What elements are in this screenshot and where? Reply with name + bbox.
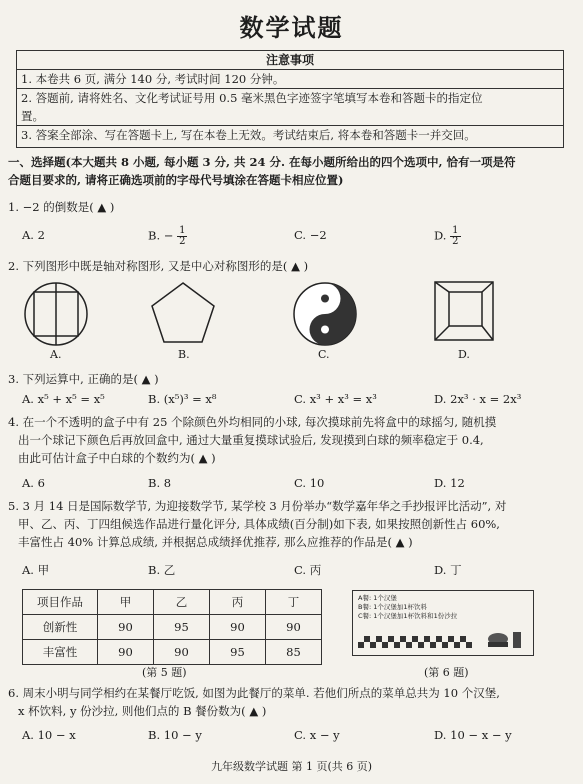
q3-option-c: C. x³ + x³ = x³ [294,392,377,406]
table-row [23,640,322,665]
table-cell: 90 [266,615,322,640]
table-cell: 85 [266,640,322,665]
q1-option-b [148,226,187,247]
q5-stem [8,497,574,551]
section-heading-line2: 合题目要求的, 请将正确选项前的字母代号填涂在答题卡相应位置) [8,173,344,187]
q6-caption: (第 6 题) [424,666,469,679]
table-header-row [23,590,322,615]
q5-score-table [22,589,322,665]
notice-heading: 注意事项 [265,53,314,67]
q2-label-a: A. [50,348,62,361]
q3-option-b: B. (x⁵)³ = x⁸ [148,392,217,406]
q5-option-d: D. 丁 [434,563,462,577]
menu-item-c: C餐: 1个汉堡加1杯饮料和1份沙拉 [358,612,458,620]
q5-line3: 丰富性占 40% 计算总成绩, 并根据总成绩择优推荐, 那么应推荐的作品是( ▲ ) [18,535,413,549]
q5-option-b: B. 乙 [148,563,176,577]
notice-item-2-cont: 置。 [21,109,44,123]
notice-box [16,50,564,148]
menu-checker-strip [358,630,528,652]
q4-stem [8,413,574,467]
q1-d-frac-den: 2 [452,236,459,247]
q1-option-a: A. 2 [22,228,45,242]
burger-icon [488,633,508,647]
q1-d-frac-num: 1 [452,225,459,236]
q6-menu-figure [352,590,534,656]
q4-option-b: B. 8 [148,476,172,490]
q2-stem: 2. 下列图形中既是轴对称图形, 又是中心对称图形的是( ▲ ) [8,259,309,273]
q4-line2: 出一个球记下颜色后再放回盒中, 通过大量重复摸球试验后, 发现摸到白球的频率稳定于 0.4, [18,433,484,447]
q6-option-d: D. 10 − x − y [434,728,512,742]
page-footer: 九年级数学试题 第 1 页(共 6 页) [210,760,373,773]
figure-a-circle-square [25,283,87,345]
menu-item-b: B餐: 1个汉堡加1杯饮料 [358,603,427,611]
table-cell: 丰富性 [23,640,98,665]
notice-item-2: 2. 答题前, 请将姓名、文化考试证号用 0.5 毫米黑色字迹签字笔填写本卷和答题卡的指定位 [17,88,563,107]
q3-option-a: A. x⁵ + x⁵ = x⁵ [22,392,105,406]
table-header-cell: 项目作品 [23,590,98,615]
q3-option-d: D. 2x³ · x = 2x³ [434,392,522,406]
q1-option-c: C. −2 [294,228,327,242]
q6-line2: x 杯饮料, y 份沙拉, 则他们点的 B 餐份数为( ▲ ) [18,704,267,718]
drink-icon [513,632,521,648]
q6-line1: 6. 周末小明与同学相约在某餐厅吃饭, 如图为此餐厅的菜单. 若他们所点的菜单总共为 10 个汉堡, [8,686,500,700]
section-heading-line1: 一、选择题(本大题共 8 小题, 每小题 3 分, 共 24 分. 在每小题所给出的四个选项中, 恰有一项是符 [8,155,516,169]
figure-c-taiji [294,283,356,345]
q1-b-frac-den: 2 [179,236,186,247]
q2-label-d: D. [458,348,470,361]
table-header-cell: 甲 [98,590,154,615]
section-heading [8,153,574,189]
figure-b-pentagon [152,283,214,342]
menu-item-a: A餐: 1个汉堡 [358,594,397,602]
table-row [23,615,322,640]
table-cell: 创新性 [23,615,98,640]
q4-option-a: A. 6 [22,476,45,490]
q1-option-d-fraction [450,226,460,247]
q4-option-c: C. 10 [294,476,325,490]
q4-line3: 由此可估计盒子中白球的个数约为( ▲ ) [18,451,216,465]
table-header-cell: 丙 [210,590,266,615]
table-cell: 90 [98,640,154,665]
table-header-cell: 丁 [266,590,322,615]
q2-label-b: B. [178,348,190,361]
table-cell: 95 [154,615,210,640]
q1-option-d [434,226,461,247]
table-cell: 90 [210,615,266,640]
page-title: 数学试题 [239,14,344,42]
q5-option-a: A. 甲 [22,563,50,577]
q1-option-b-prefix: B. − [148,228,174,243]
q6-option-c: C. x − y [294,728,340,742]
table-cell: 90 [98,615,154,640]
q5-caption: (第 5 题) [142,666,187,679]
q1-stem: 1. −2 的倒数是( ▲ ) [8,200,115,214]
q5-option-c: C. 丙 [294,563,322,577]
q5-line2: 甲、乙、丙、丁四组候选作品进行量化评分, 具体成绩(百分制)如下表, 如果按照创新性占 60%, [18,517,500,531]
q6-option-a: A. 10 − x [22,728,76,742]
q2-figures [0,278,583,350]
notice-item-3: 3. 答案全部涂、写在答题卡上, 写在本卷上无效。考试结束后, 将本卷和答题卡一并交回。 [17,125,563,144]
q1-option-b-fraction [177,226,187,247]
q1-option-d-prefix: D. [434,228,447,243]
table-header-cell: 乙 [154,590,210,615]
notice-item-1: 1. 本卷共 6 页, 满分 140 分, 考试时间 120 分钟。 [17,69,563,88]
q2-label-c: C. [318,348,330,361]
q1-b-frac-num: 1 [179,225,186,236]
q5-line1: 5. 3 月 14 日是国际数学节, 为迎接数学节, 某学校 3 月份举办“数学嘉年华之手抄报评比活动”, 对 [8,499,507,513]
q6-stem [8,684,574,720]
figure-d-square-pinwheel [435,282,493,340]
q6-option-b: B. 10 − y [148,728,202,742]
table-cell: 95 [210,640,266,665]
table-cell: 90 [154,640,210,665]
q3-stem: 3. 下列运算中, 正确的是( ▲ ) [8,372,159,386]
q4-option-d: D. 12 [434,476,465,490]
q4-line1: 4. 在一个不透明的盒子中有 25 个除颜色外均相同的小球, 每次摸球前先将盒中的球摇匀, 随机摸 [8,415,497,429]
